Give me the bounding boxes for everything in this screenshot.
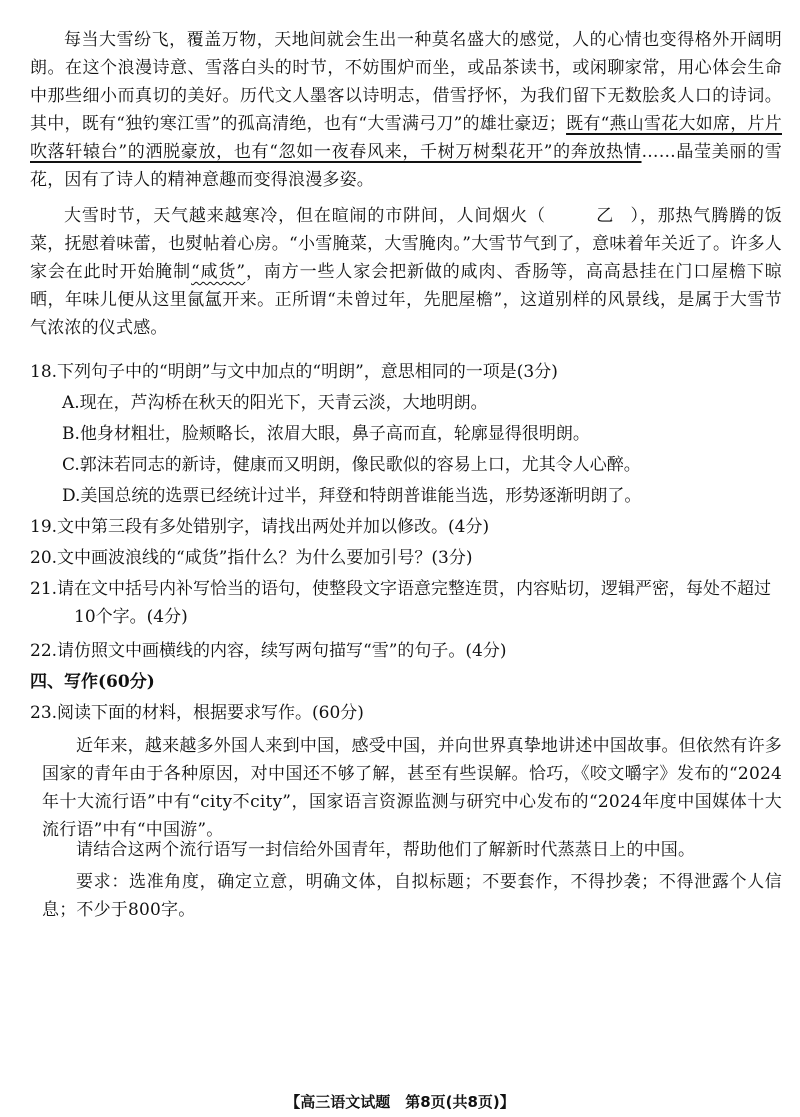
passage-p2-ending: ，南方一些人家会把新做的咸肉、香肠等，高高悬挂在门口屋檐下晾晒，年味儿便从这里氤氲开来。正所谓“未曾过年，先肥屋檐”，这道别样的风景线，是属于大雪节气浓浓的仪式感。 xyxy=(30,262,782,338)
section-4-heading: 四、写作(60分) xyxy=(30,672,155,692)
writing-material: 近年来，越来越多外国人来到中国，感受中国，并向世界真挚地讲述中国故事。但依然有许多国家的青年由于各种原因，对中国还不够了解，甚至有些误解。恰巧，《咬文嚼字》发布的“2024年十大流行语”中有“city不city”，国家语言资源监测与研究中心发布的“2024年度中国媒体十大流行语”中有“中国游”。 xyxy=(42,736,782,840)
passage-p2-middle: ），那热气腾腾的饭菜，抚慰着味蕾，也熨帖着心房。“小雪腌菜，大雪腌肉。”大雪节气到了，意味着年关近了。许多人家会在此时开始腌制 xyxy=(30,206,782,282)
writing-requirements: 要求：选准角度，确定立意，明确文体，自拟标题；不要套作，不得抄袭；不得泄露个人信息；不少于800字。 xyxy=(42,872,782,920)
question-18-option-c: C.郭沫若同志的新诗，健康而又明朗，像民歌似的容易上口，尤其令人心醉。 xyxy=(62,455,641,475)
answer-blank-yi: 乙 xyxy=(596,206,614,226)
question-20: 20.文中画波浪线的“咸货”指什么？为什么要加引号？(3分) xyxy=(30,548,473,568)
underlined-snow-verses: 既有“燕山雪花大如席，片片吹落轩辕台”的洒脱豪放，也有“忽如一夜春风来，千树万树梨花开”的奔放热情 xyxy=(30,114,782,162)
passage-p1-text: 每当大雪纷飞，覆盖万物，天地间就会生出一种莫名盛大的感觉，人的心情也变得格外开阔明朗。在这个浪漫诗意、雪落白头的时节，不妨围炉而坐，或品茶读书，或闲聊家常，用心体会生命中那些细小而真切的美好。历代文人墨客以诗明志，借雪抒怀，为我们留下无数脍炙人口的诗词。其中，既有“独钓寒江雪”的孤高清绝，也有“大雪满弓刀”的雄壮豪迈； xyxy=(30,30,782,134)
question-19: 19.文中第三段有多处错别字，请找出两处并加以修改。(4分) xyxy=(30,517,490,537)
question-23-stem: 23.阅读下面的材料，根据要求写作。(60分) xyxy=(30,703,364,723)
passage-p1-ending: ……晶莹美丽的雪花，因有了诗人的精神意趣而变得浪漫多姿。 xyxy=(30,142,782,190)
question-18-option-d: D.美国总统的选票已经统计过半，拜登和特朗普谁能当选，形势逐渐明朗了。 xyxy=(62,486,642,506)
passage-paragraph-2 xyxy=(30,202,782,342)
wavy-underlined-xianhuo: “咸货” xyxy=(191,262,246,282)
passage-p2-text: 大雪时节，天气越来越寒冷，但在暄闹的市阱间，人间烟火（ xyxy=(64,206,546,226)
page-footer: 【高三语文试题 第8页(共8页)】 xyxy=(285,1093,515,1111)
question-18-stem: 18.下列句子中的“明朗”与文中加点的“明朗”，意思相同的一项是(3分) xyxy=(30,362,558,382)
question-18-option-a: A.现在，芦沟桥在秋天的阳光下，天青云淡，大地明朗。 xyxy=(62,393,488,413)
question-22: 22.请仿照文中画横线的内容，续写两句描写“雪”的句子。(4分) xyxy=(30,641,507,661)
passage-paragraph-1 xyxy=(30,26,782,194)
writing-task: 请结合这两个流行语写一封信给外国青年，帮助他们了解新时代蒸蒸日上的中国。 xyxy=(76,840,696,860)
question-21: 21.请在文中括号内补写恰当的语句，使整段文字语意完整连贯，内容贴切，逻辑严密，每处不超过10个字。(4分) xyxy=(30,579,772,627)
question-18-option-b: B.他身材粗壮，脸颊略长，浓眉大眼，鼻子高而直，轮廓显得很明朗。 xyxy=(62,424,590,444)
